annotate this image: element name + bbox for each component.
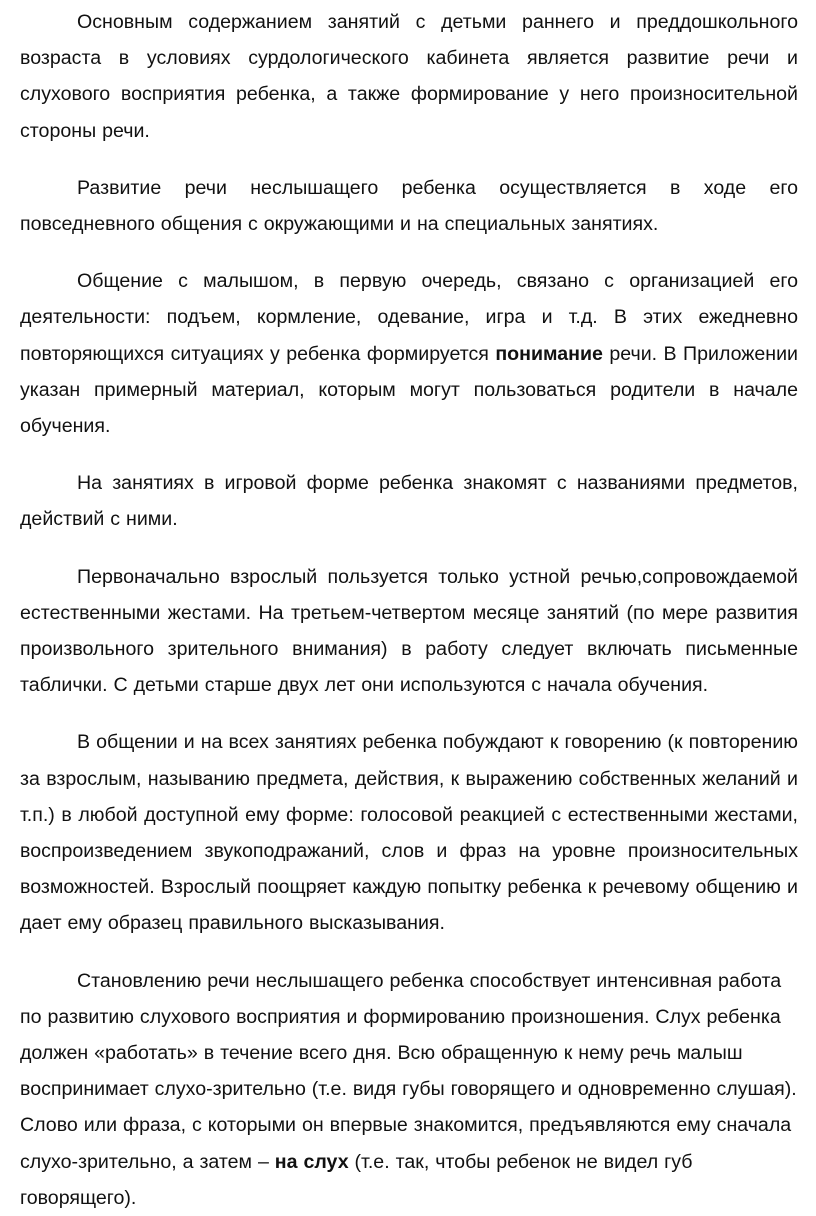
paragraph-5 [20,559,798,704]
paragraph-2-text: Развитие речи неслышащего ребенка осуществляется в ходе его повседневного общения с окружающими и на специальных занятиях. [20,176,798,236]
document-page [20,4,798,1216]
paragraph-3-text-after: речи. В Приложении указан примерный материал, которым могут пользоваться родители в начале обучения. [20,342,798,438]
paragraph-7-bold-term: на слух [274,1150,349,1173]
paragraph-7-text-after: (т.е. так, чтобы ребенок не видел губ говорящего). [20,1150,693,1209]
paragraph-3-text-before: Общение с малышом, в первую очередь, связано с организацией его деятельности: подъем, кормление, одевание, игра и т.д. В этих ежедневно повторяющихся ситуациях у ребенка формируется [20,270,798,365]
paragraph-6 [20,724,798,941]
paragraph-7 [20,963,798,1216]
paragraph-4 [20,465,798,537]
paragraph-1-text: Основным содержанием занятий с детьми раннего и преддошкольного возраста в условиях сурдологического кабинета является развитие речи и слухового восприятия ребенка, а также формирование у него произносительной стороны речи. [20,11,798,142]
paragraph-3 [20,263,798,444]
paragraph-1 [20,4,798,149]
paragraph-2 [20,170,798,242]
paragraph-4-text: На занятиях в игровой форме ребенка знакомят с названиями предметов, действий с ними. [20,472,798,531]
paragraph-3-bold-term: понимание [495,342,603,365]
paragraph-5-text: Первоначально взрослый пользуется только устной речью,сопровождаемой естественными жестами. На третьем-четвертом месяце занятий (по мере развития произвольного зрительного внимания) в работу следует включать письменные таблички. С детьми старше двух лет они используются с начала обучения. [20,565,798,697]
paragraph-7-text-before: Становлению речи неслышащего ребенка способствует интенсивная работа по развитию слухового восприятия и формированию произношения. Слух ребенка должен «работать» в течение всего дня. Всю обращенную к нему речь малыш воспринимает слухо-зрительно (т.е. видя губы говорящего и одновременно слушая). Слово или фраза, с которыми он впервые знакомится, предъявляются ему сначала слухо-зрительно, а затем – [20,969,797,1173]
paragraph-6-text: В общении и на всех занятиях ребенка побуждают к говорению (к повторению за взрослым, называнию предмета, действия, к выражению собственных желаний и т.п.) в любой доступной ему форме: голосовой реакцией с естественными жестами, воспроизведением звукоподражаний, слов и фраз на уровне произносительных возможностей. Взрослый поощряет каждую попытку ребенка к речевому общению и дает ему образец правильного высказывания. [20,731,798,935]
